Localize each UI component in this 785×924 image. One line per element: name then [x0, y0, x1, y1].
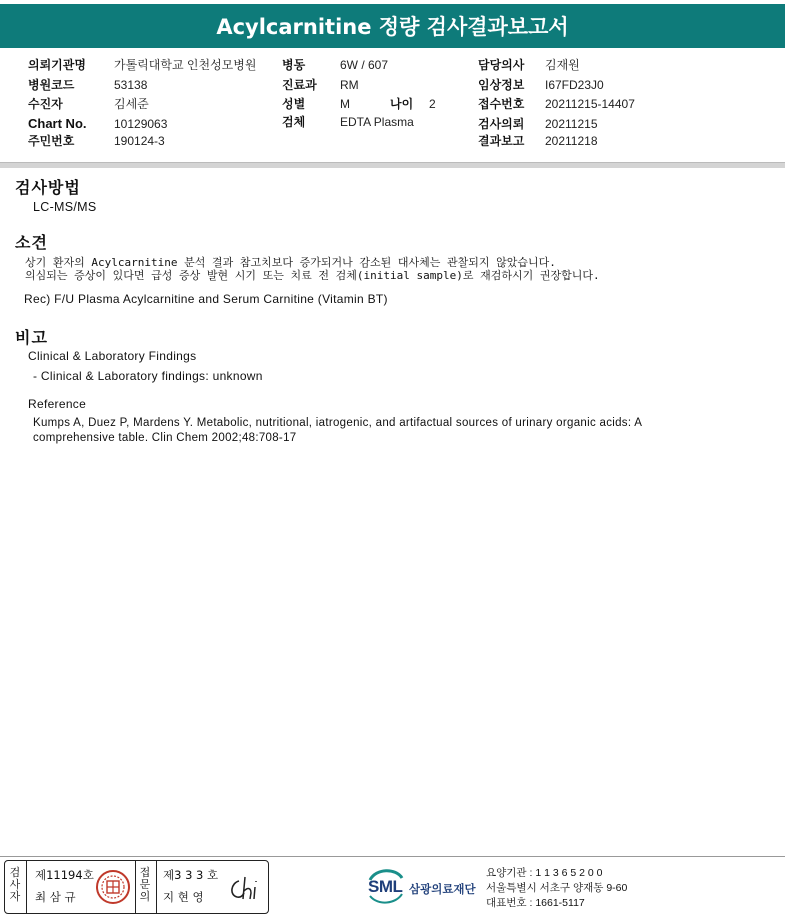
approver-label-cell: [135, 861, 157, 913]
approver-label: 접문의: [139, 866, 151, 903]
doctor-value: 김재원: [545, 58, 580, 72]
clinical-findings-item: - Clinical & Laboratory findings: unknown: [33, 369, 263, 383]
sex-label: 성별: [282, 97, 306, 111]
dept-label: 진료과: [282, 78, 317, 92]
clinical-label: 임상정보: [478, 78, 525, 92]
findings-heading: 소견: [15, 233, 48, 252]
patient-row: [28, 96, 63, 112]
reference-line-2: comprehensive table. Clin Chem 2002;48:708-17: [33, 432, 297, 444]
code-value: 53138: [114, 78, 148, 92]
report-date-value: 20211218: [545, 134, 598, 148]
ward-value: 6W / 607: [340, 58, 389, 72]
hospital-value: 가톨릭대학교 인천성모병원: [114, 58, 257, 72]
address: 서울특별시 서초구 양재동 9-60: [486, 882, 628, 894]
code-row: [28, 77, 74, 93]
report-title: Acylcarnitine 정량 검사결과보고서: [0, 4, 785, 48]
receipt-value: 20211215-14407: [545, 97, 635, 111]
reference-line-1: Kumps A, Duez P, Mardens Y. Metabolic, nutritional, iatrogenic, and artifactual sources of urinary organic acids: A: [33, 417, 643, 429]
rrn-value: 190124-3: [114, 134, 165, 148]
specimen-label: 검체: [282, 115, 306, 129]
phone: 대표번호 : 1661-5117: [486, 897, 585, 909]
findings-line-2: 의심되는 증상이 있다면 급성 증상 발현 시기 또는 치료 전 검체(initial sample)로 재검하시기 권장합니다.: [25, 269, 600, 282]
method-heading: 검사방법: [15, 178, 81, 197]
doctor-label: 담당의사: [478, 58, 525, 72]
inspector-label-cell: [5, 861, 27, 913]
chart-row: [28, 116, 87, 132]
patient-value: 김세준: [114, 97, 149, 111]
seal-stamp-icon: [95, 869, 131, 905]
approver-number: 제3 3 3 호: [163, 868, 219, 882]
ward-label: 병동: [282, 58, 306, 72]
dept-value: RM: [340, 78, 359, 92]
code-label: 병원코드: [28, 78, 75, 92]
institution-code: 요양기관 : 1 1 3 6 5 2 0 0: [486, 867, 603, 879]
sml-logo-text: SML: [368, 877, 403, 896]
request-value: 20211215: [545, 117, 598, 131]
remarks-heading: 비고: [15, 328, 48, 347]
findings-line-1: 상기 환자의 Acylcarnitine 분석 결과 참고치보다 증가되거나 감소된 대사체는 관찰되지 않았습니다.: [25, 256, 556, 269]
receipt-label: 접수번호: [478, 97, 525, 111]
age-value: 2: [429, 97, 436, 111]
reference-title: Reference: [28, 397, 87, 411]
patient-label: 수진자: [28, 97, 63, 111]
approver-name: 지 현 영: [163, 890, 204, 904]
handwritten-signature: [225, 873, 265, 905]
chart-value: 10129063: [114, 117, 168, 131]
specimen-value: EDTA Plasma: [340, 115, 414, 129]
clinical-findings-title: Clinical & Laboratory Findings: [28, 349, 197, 363]
inspector-label: 검사자: [9, 866, 21, 903]
foundation-name: 삼광의료재단: [409, 882, 476, 896]
hospital-label: 의뢰기관명: [28, 58, 86, 72]
hospital-row: [28, 57, 86, 73]
footer-divider: [0, 856, 785, 857]
inspector-name: 최 삼 규: [35, 890, 76, 904]
header-divider: [0, 162, 785, 168]
request-label: 검사의뢰: [478, 117, 525, 131]
clinical-value: I67FD23J0: [545, 78, 604, 92]
rrn-row: [28, 133, 74, 149]
inspector-number: 제11194호: [35, 868, 94, 882]
method-text: LC-MS/MS: [33, 200, 97, 214]
signature-box: [4, 860, 269, 914]
rrn-label: 주민번호: [28, 134, 75, 148]
age-label: 나이: [390, 97, 414, 111]
report-date-label: 결과보고: [478, 134, 525, 148]
sex-value: M: [340, 97, 350, 111]
chart-label: Chart No.: [28, 116, 87, 131]
findings-recommendation: Rec) F/U Plasma Acylcarnitine and Serum Carnitine (Vitamin BT): [24, 292, 388, 306]
